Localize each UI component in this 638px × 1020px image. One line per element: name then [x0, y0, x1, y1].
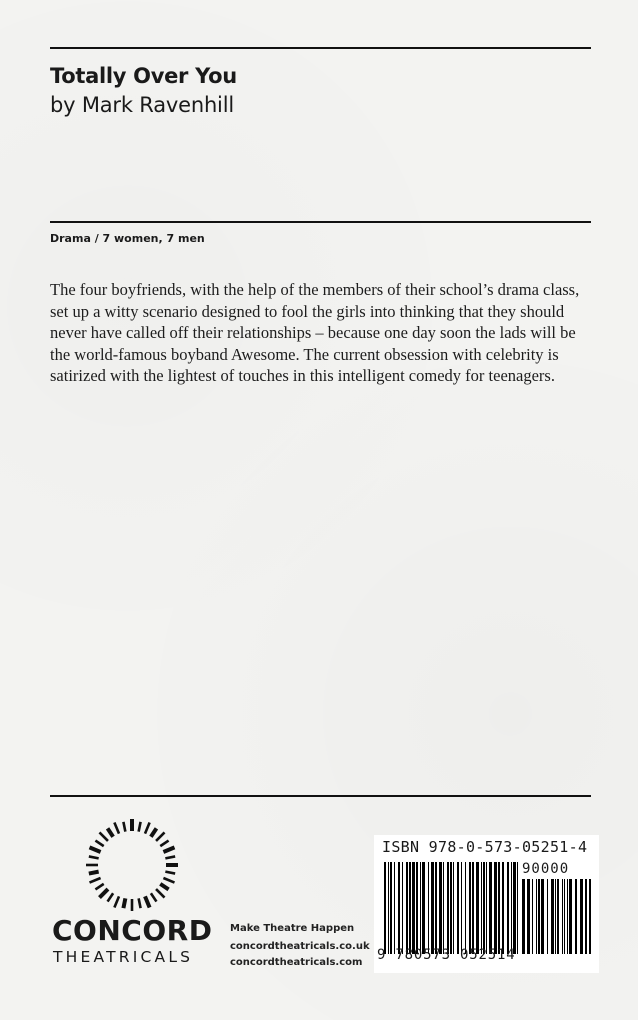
barcode-digits: 9 780573 052514 — [377, 947, 516, 963]
ean-barcode-bars-icon — [384, 862, 519, 954]
book-author: by Mark Ravenhill — [50, 93, 234, 117]
middle-rule — [50, 221, 591, 223]
bottom-rule — [50, 795, 591, 797]
genre-cast-line: Drama / 7 women, 7 men — [50, 232, 205, 245]
publisher-url-uk: concordtheatricals.co.uk — [230, 941, 370, 952]
publisher-name-sub: THEATRICALS — [53, 948, 194, 966]
concord-ring-logo-icon — [82, 815, 182, 915]
isbn-text: ISBN 978-0-573-05251-4 — [382, 838, 588, 856]
publisher-tagline: Make Theatre Happen — [230, 923, 355, 934]
publisher-url-com: concordtheatricals.com — [230, 957, 363, 968]
addon-barcode-bars-icon — [522, 879, 592, 954]
barcode — [374, 835, 599, 973]
book-title: Totally Over You — [50, 64, 237, 88]
book-blurb: The four boyfriends, with the help of the members of their school’s drama class, set up a witty scenario designed to fool the girls into thinking that they should never have called off their relationships – because one day soon the lads will be the world-famous boyband Awesome. The current obsession with celebrity is satirized with the lightest of touches in this intelligent comedy for teenagers. — [50, 280, 580, 385]
addon-code: 90000 — [522, 861, 570, 877]
publisher-name: CONCORD — [52, 914, 213, 947]
top-rule — [50, 47, 591, 49]
